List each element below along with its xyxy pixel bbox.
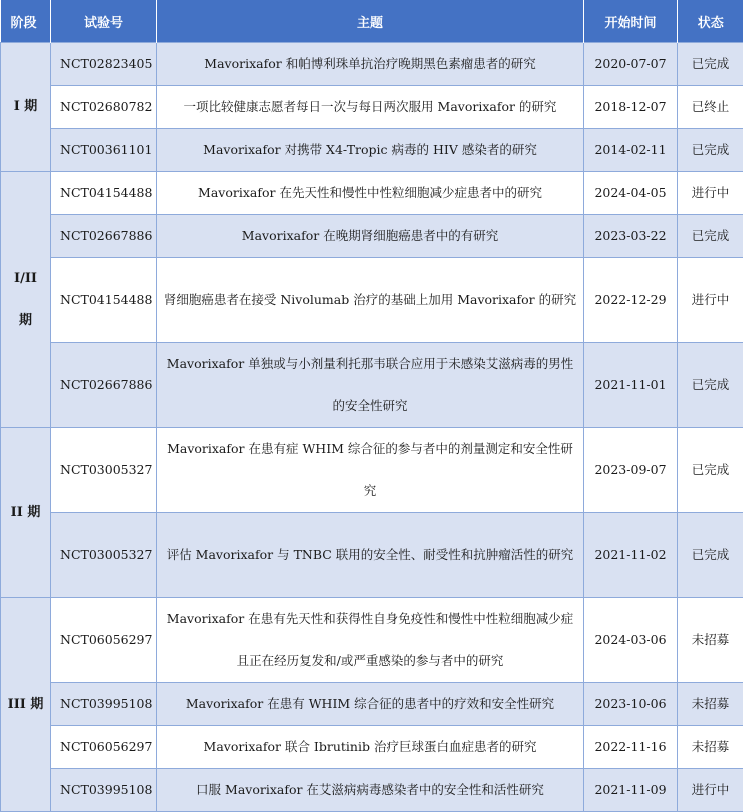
trial-topic: Mavorixafor 在患有症 WHIM 综合征的参与者中的剂量测定和安全性研究 <box>157 428 584 513</box>
trial-start-date: 2023-10-06 <box>584 683 678 726</box>
trial-topic: Mavorixafor 在晚期肾细胞癌患者中的有研究 <box>157 215 584 258</box>
table-row <box>1 129 743 172</box>
trial-start-date: 2023-09-07 <box>584 428 678 513</box>
trial-status: 未招募 <box>678 683 743 726</box>
col-header-start-date: 开始时间 <box>584 0 678 43</box>
trial-status: 进行中 <box>678 769 743 812</box>
trial-id: NCT03005327 <box>51 513 157 598</box>
table-row <box>1 43 743 86</box>
table-row <box>1 428 743 513</box>
trial-start-date: 2022-11-16 <box>584 726 678 769</box>
table-row <box>1 215 743 258</box>
trial-topic: 一项比较健康志愿者每日一次与每日两次服用 Mavorixafor 的研究 <box>157 86 584 129</box>
trial-status: 已终止 <box>678 86 743 129</box>
trial-status: 进行中 <box>678 172 743 215</box>
trial-id: NCT02823405 <box>51 43 157 86</box>
trial-id: NCT02680782 <box>51 86 157 129</box>
trial-topic: Mavorixafor 对携带 X4-Tropic 病毒的 HIV 感染者的研究 <box>157 129 584 172</box>
trial-topic: 肾细胞癌患者在接受 Nivolumab 治疗的基础上加用 Mavorixafor 的研究 <box>157 258 584 343</box>
stage-cell: II 期 <box>1 428 51 598</box>
header-row <box>1 0 743 43</box>
trial-start-date: 2022-12-29 <box>584 258 678 343</box>
trial-id: NCT03005327 <box>51 428 157 513</box>
trial-start-date: 2021-11-01 <box>584 343 678 428</box>
stage-cell: I/II 期 <box>1 172 51 428</box>
trial-id: NCT06056297 <box>51 598 157 683</box>
trial-status: 已完成 <box>678 343 743 428</box>
trial-status: 未招募 <box>678 598 743 683</box>
trial-status: 已完成 <box>678 129 743 172</box>
trial-id: NCT02667886 <box>51 343 157 428</box>
table-row <box>1 343 743 428</box>
table-row <box>1 683 743 726</box>
table-row <box>1 172 743 215</box>
trial-id: NCT00361101 <box>51 129 157 172</box>
trial-start-date: 2024-04-05 <box>584 172 678 215</box>
table-row <box>1 258 743 343</box>
trial-id: NCT04154488 <box>51 258 157 343</box>
trial-topic: Mavorixafor 单独或与小剂量利托那韦联合应用于未感染艾滋病毒的男性的安全性研究 <box>157 343 584 428</box>
stage-cell: III 期 <box>1 598 51 812</box>
trial-start-date: 2020-07-07 <box>584 43 678 86</box>
trial-status: 已完成 <box>678 215 743 258</box>
trial-status: 未招募 <box>678 726 743 769</box>
trial-status: 进行中 <box>678 258 743 343</box>
trial-start-date: 2021-11-02 <box>584 513 678 598</box>
trial-topic: Mavorixafor 和帕博利珠单抗治疗晚期黑色素瘤患者的研究 <box>157 43 584 86</box>
trial-id: NCT04154488 <box>51 172 157 215</box>
table-row <box>1 598 743 683</box>
trial-topic: 口服 Mavorixafor 在艾滋病病毒感染者中的安全性和活性研究 <box>157 769 584 812</box>
col-header-trial-id: 试验号 <box>51 0 157 43</box>
trial-start-date: 2014-02-11 <box>584 129 678 172</box>
trial-id: NCT03995108 <box>51 769 157 812</box>
trial-start-date: 2021-11-09 <box>584 769 678 812</box>
table-row <box>1 513 743 598</box>
table-row <box>1 86 743 129</box>
trial-topic: Mavorixafor 在先天性和慢性中性粒细胞减少症患者中的研究 <box>157 172 584 215</box>
trial-status: 已完成 <box>678 428 743 513</box>
trial-topic: Mavorixafor 联合 Ibrutinib 治疗巨球蛋白血症患者的研究 <box>157 726 584 769</box>
trial-status: 已完成 <box>678 513 743 598</box>
trial-start-date: 2018-12-07 <box>584 86 678 129</box>
trial-topic: 评估 Mavorixafor 与 TNBC 联用的安全性、耐受性和抗肿瘤活性的研究 <box>157 513 584 598</box>
stage-cell: I 期 <box>1 43 51 172</box>
trial-id: NCT06056297 <box>51 726 157 769</box>
trial-topic: Mavorixafor 在患有 WHIM 综合征的患者中的疗效和安全性研究 <box>157 683 584 726</box>
table-row <box>1 769 743 812</box>
trial-id: NCT03995108 <box>51 683 157 726</box>
trial-start-date: 2024-03-06 <box>584 598 678 683</box>
trial-status: 已完成 <box>678 43 743 86</box>
trial-id: NCT02667886 <box>51 215 157 258</box>
trial-start-date: 2023-03-22 <box>584 215 678 258</box>
col-header-stage: 阶段 <box>1 0 51 43</box>
col-header-status: 状态 <box>678 0 743 43</box>
trial-topic: Mavorixafor 在患有先天性和获得性自身免疫性和慢性中性粒细胞减少症且正在经历复发和/或严重感染的参与者中的研究 <box>157 598 584 683</box>
table-row <box>1 726 743 769</box>
col-header-topic: 主题 <box>157 0 584 43</box>
